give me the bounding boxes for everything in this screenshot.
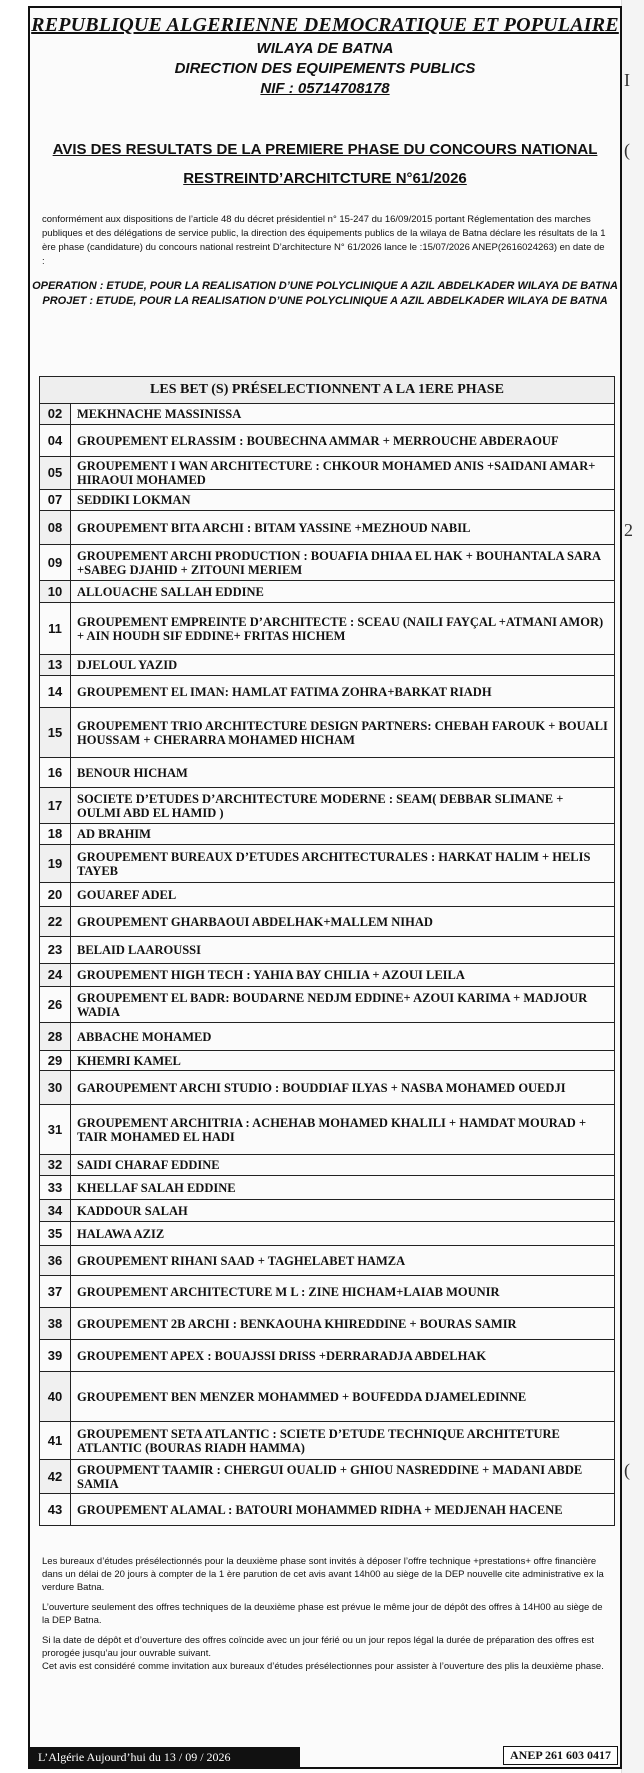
- row-number: 19: [40, 845, 71, 883]
- row-number: 34: [40, 1200, 71, 1222]
- table-row: [40, 937, 615, 964]
- table-row: [40, 1308, 615, 1340]
- row-number: 24: [40, 964, 71, 987]
- bet-name: GROUPEMENT ARCHI PRODUCTION : BOUAFIA DHIAA EL HAK + BOUHANTALA SARA +SABEG DJAHID + ZITOUNI MERIEM: [71, 545, 615, 581]
- footer-paragraph-deposit: Les bureaux d’études présélectionnés pour la deuxième phase sont invités à déposer l’offre technique +prestations+ offre financière dans un délai de 20 jours à compter de la 1 ère parution de cet avis avant 14h00 au siège de la DEP nouvelle cite administrative ex la verdure Batna.: [42, 1556, 604, 1593]
- row-number: 02: [40, 404, 71, 425]
- bet-name: GROUPEMENT SETA ATLANTIC : SCIETE D’ETUDE TECHNIQUE ARCHITETURE ATLANTIC (BOURAS RIADH HAMMA): [71, 1422, 615, 1460]
- table-row: [40, 581, 615, 603]
- row-number: 15: [40, 708, 71, 758]
- footer-paragraph-invitation: Cet avis est considéré comme invitation aux bureaux d’études présélectionnes pour assister à l’ouverture des plis la deuxième phase.: [42, 1661, 604, 1672]
- bet-name: GROUPEMENT ARCHITRIA : ACHEHAB MOHAMED KHALILI + HAMDAT MOURAD + TAIR MOHAMED EL HADI: [71, 1105, 615, 1155]
- bet-name: DJELOUL YAZID: [71, 655, 615, 676]
- table-row: [40, 907, 615, 937]
- table-row: [40, 1023, 615, 1051]
- row-number: 42: [40, 1460, 71, 1494]
- table-body: [40, 404, 615, 1526]
- row-number: 38: [40, 1308, 71, 1340]
- bet-name: ABBACHE MOHAMED: [71, 1023, 615, 1051]
- adjacent-column-edge: [621, 0, 644, 1773]
- table-row: [40, 1200, 615, 1222]
- bet-name: GROUPEMENT 2B ARCHI : BENKAOUHA KHIREDDINE + BOURAS SAMIR: [71, 1308, 615, 1340]
- bet-name: SOCIETE D’ETUDES D’ARCHITECTURE MODERNE : SEAM( DEBBAR SLIMANE + OULMI ABD EL HAMID ): [71, 788, 615, 824]
- table-row: [40, 1155, 615, 1176]
- bet-name: GROUPEMENT APEX : BOUAJSSI DRISS +DERRARADJA ABDELHAK: [71, 1340, 615, 1372]
- bet-name: KHEMRI KAMEL: [71, 1051, 615, 1071]
- cropped-glyph: (: [624, 1460, 630, 1480]
- row-number: 26: [40, 987, 71, 1023]
- bet-name: GROUPEMENT BUREAUX D’ETUDES ARCHITECTURALES : HARKAT HALIM + HELIS TAYEB: [71, 845, 615, 883]
- intro-paragraph: conformément aux dispositions de l’article 48 du décret présidentiel n° 15-247 du 16/09/2015 portant Réglementation des marches publiques et des délégations de service public, la direction des équipements publics de la wilaya de Batna déclare les résultats de la 1 ère phase (candidature) du concours national restreint D’architecture N° 61/2026 lance le :15/07/2026 ANEP(2616024263) en date de :: [42, 214, 606, 267]
- shortlist-table: [39, 376, 615, 1526]
- cropped-glyph: (: [624, 140, 630, 160]
- bet-name: AD BRAHIM: [71, 824, 615, 845]
- row-number: 40: [40, 1372, 71, 1422]
- row-number: 18: [40, 824, 71, 845]
- notice-title-line1: AVIS DES RESULTATS DE LA PREMIERE PHASE DU CONCOURS NATIONAL: [52, 141, 598, 158]
- bet-name: GROUPMENT TAAMIR : CHERGUI OUALID + GHIOU NASREDDINE + MADANI ABDE SAMIA: [71, 1460, 615, 1494]
- cropped-glyph: I: [624, 70, 630, 90]
- bet-name: GROUPEMENT EMPREINTE D’ARCHITECTE : SCEAU (NAILI FAYÇAL +ATMANI AMOR) + AIN HOUDH SIF EDDINE+ FRITAS HICHEM: [71, 603, 615, 655]
- bet-name: GROUPEMENT ARCHITECTURE M L : ZINE HICHAM+LAIAB MOUNIR: [71, 1276, 615, 1308]
- bet-name: GROUPEMENT BITA ARCHI : BITAM YASSINE +MEZHOUD NABIL: [71, 511, 615, 545]
- row-number: 13: [40, 655, 71, 676]
- bet-name: GAROUPEMENT ARCHI STUDIO : BOUDDIAF ILYAS + NASBA MOHAMED OUEDJI: [71, 1071, 615, 1105]
- table-row: [40, 758, 615, 788]
- table-row: [40, 1246, 615, 1276]
- nif-number: NIF : 05714708178: [260, 80, 390, 97]
- row-number: 04: [40, 425, 71, 457]
- table-row: [40, 964, 615, 987]
- footer-notes: [42, 1555, 610, 1680]
- row-number: 29: [40, 1051, 71, 1071]
- row-number: 08: [40, 511, 71, 545]
- public-notice: [28, 6, 622, 1769]
- bet-name: GROUPEMENT EL IMAN: HAMLAT FATIMA ZOHRA+BARKAT RIADH: [71, 676, 615, 708]
- table-row: [40, 1051, 615, 1071]
- row-number: 30: [40, 1071, 71, 1105]
- table-row: [40, 883, 615, 907]
- table-row: [40, 987, 615, 1023]
- bet-name: GROUPEMENT TRIO ARCHITECTURE DESIGN PARTNERS: CHEBAH FAROUK + BOUALI HOUSSAM + CHERARRA MOHAMED HICHAM: [71, 708, 615, 758]
- notice-header: [30, 14, 620, 97]
- bet-name: HALAWA AZIZ: [71, 1222, 615, 1246]
- row-number: 20: [40, 883, 71, 907]
- table-row: [40, 708, 615, 758]
- row-number: 35: [40, 1222, 71, 1246]
- table-row: [40, 1071, 615, 1105]
- table-row: [40, 457, 615, 490]
- cropped-glyph: 2: [624, 520, 633, 540]
- row-number: 31: [40, 1105, 71, 1155]
- row-number: 05: [40, 457, 71, 490]
- projet-line: PROJET : ETUDE, POUR LA REALISATION D’UNE POLYCLINIQUE A AZIL ABDELKADER WILAYA DE BATNA: [42, 295, 608, 307]
- table-row: [40, 824, 615, 845]
- table-row: [40, 1276, 615, 1308]
- table-row: [40, 1494, 615, 1526]
- bet-name: ALLOUACHE SALLAH EDDINE: [71, 581, 615, 603]
- bet-name: KHELLAF SALAH EDDINE: [71, 1176, 615, 1200]
- bet-name: GROUPEMENT GHARBAOUI ABDELHAK+MALLEM NIHAD: [71, 907, 615, 937]
- table-row: [40, 490, 615, 511]
- bet-name: BENOUR HICHAM: [71, 758, 615, 788]
- bet-name: KADDOUR SALAH: [71, 1200, 615, 1222]
- bet-name: GROUPEMENT ALAMAL : BATOURI MOHAMMED RIDHA + MEDJENAH HACENE: [71, 1494, 615, 1526]
- footer-paragraph-opening: L’ouverture seulement des offres techniques de la deuxième phase est prévue le même jour de dépôt des offres à 14H00 au siège de la DEP Batna.: [42, 1602, 603, 1626]
- row-number: 37: [40, 1276, 71, 1308]
- bet-name: BELAID LAAROUSSI: [71, 937, 615, 964]
- table-header-row: [40, 377, 615, 404]
- bet-name: GROUPEMENT HIGH TECH : YAHIA BAY CHILIA + AZOUI LEILA: [71, 964, 615, 987]
- row-number: 16: [40, 758, 71, 788]
- row-number: 14: [40, 676, 71, 708]
- table-row: [40, 1340, 615, 1372]
- operation-block: [30, 279, 620, 309]
- table-row: [40, 545, 615, 581]
- table-row: [40, 1222, 615, 1246]
- row-number: 28: [40, 1023, 71, 1051]
- notice-title: [30, 141, 620, 187]
- operation-line: OPERATION : ETUDE, POUR LA REALISATION D’UNE POLYCLINIQUE A AZIL ABDELKADER WILAYA DE BATNA: [32, 280, 618, 292]
- row-number: 36: [40, 1246, 71, 1276]
- wilaya-title: WILAYA DE BATNA: [256, 40, 394, 57]
- footer-paragraph-holiday: Si la date de dépôt et d’ouverture des offres coïncide avec un jour férié ou un jour repos légal la durée de préparation des offres est prorogée jusqu’au jour ouvrable suivant.: [42, 1635, 595, 1659]
- row-number: 07: [40, 490, 71, 511]
- direction-title: DIRECTION DES EQUIPEMENTS PUBLICS: [174, 60, 476, 77]
- table-row: [40, 1422, 615, 1460]
- bet-name: SAIDI CHARAF EDDINE: [71, 1155, 615, 1176]
- notice-title-line2: RESTREINTD’ARCHITCTURE N°61/2026: [183, 170, 467, 187]
- row-number: 39: [40, 1340, 71, 1372]
- row-number: 41: [40, 1422, 71, 1460]
- table-row: [40, 788, 615, 824]
- row-number: 17: [40, 788, 71, 824]
- table-row: [40, 676, 615, 708]
- table-row: [40, 655, 615, 676]
- table-row: [40, 511, 615, 545]
- row-number: 22: [40, 907, 71, 937]
- row-number: 10: [40, 581, 71, 603]
- row-number: 43: [40, 1494, 71, 1526]
- row-number: 23: [40, 937, 71, 964]
- table-row: [40, 1105, 615, 1155]
- bet-name: MEKHNACHE MASSINISSA: [71, 404, 615, 425]
- bet-name: GROUPEMENT I WAN ARCHITECTURE : CHKOUR MOHAMED ANIS +SAIDANI AMAR+ HIRAOUI MOHAMED: [71, 457, 615, 490]
- table-row: [40, 1460, 615, 1494]
- table-heading: LES BET (S) PRÉSELECTIONNENT A LA 1ERE PHASE: [40, 377, 615, 404]
- newspaper-source: L’Algérie Aujourd’hui du 13 / 09 / 2026: [30, 1747, 300, 1767]
- row-number: 09: [40, 545, 71, 581]
- table-row: [40, 845, 615, 883]
- table-row: [40, 404, 615, 425]
- bet-name: SEDDIKI LOKMAN: [71, 490, 615, 511]
- table-row: [40, 425, 615, 457]
- bet-name: GOUAREF ADEL: [71, 883, 615, 907]
- row-number: 11: [40, 603, 71, 655]
- bet-name: GROUPEMENT BEN MENZER MOHAMMED + BOUFEDDA DJAMELEDINNE: [71, 1372, 615, 1422]
- table-row: [40, 1372, 615, 1422]
- row-number: 33: [40, 1176, 71, 1200]
- republic-title: REPUBLIQUE ALGERIENNE DEMOCRATIQUE ET POPULAIRE: [31, 14, 619, 36]
- row-number: 32: [40, 1155, 71, 1176]
- bet-name: GROUPEMENT RIHANI SAAD + TAGHELABET HAMZA: [71, 1246, 615, 1276]
- anep-reference: ANEP 261 603 0417: [503, 1746, 618, 1765]
- bet-name: GROUPEMENT ELRASSIM : BOUBECHNA AMMAR + MERROUCHE ABDERAOUF: [71, 425, 615, 457]
- table-row: [40, 603, 615, 655]
- table-row: [40, 1176, 615, 1200]
- bet-name: GROUPEMENT EL BADR: BOUDARNE NEDJM EDDINE+ AZOUI KARIMA + MADJOUR WADIA: [71, 987, 615, 1023]
